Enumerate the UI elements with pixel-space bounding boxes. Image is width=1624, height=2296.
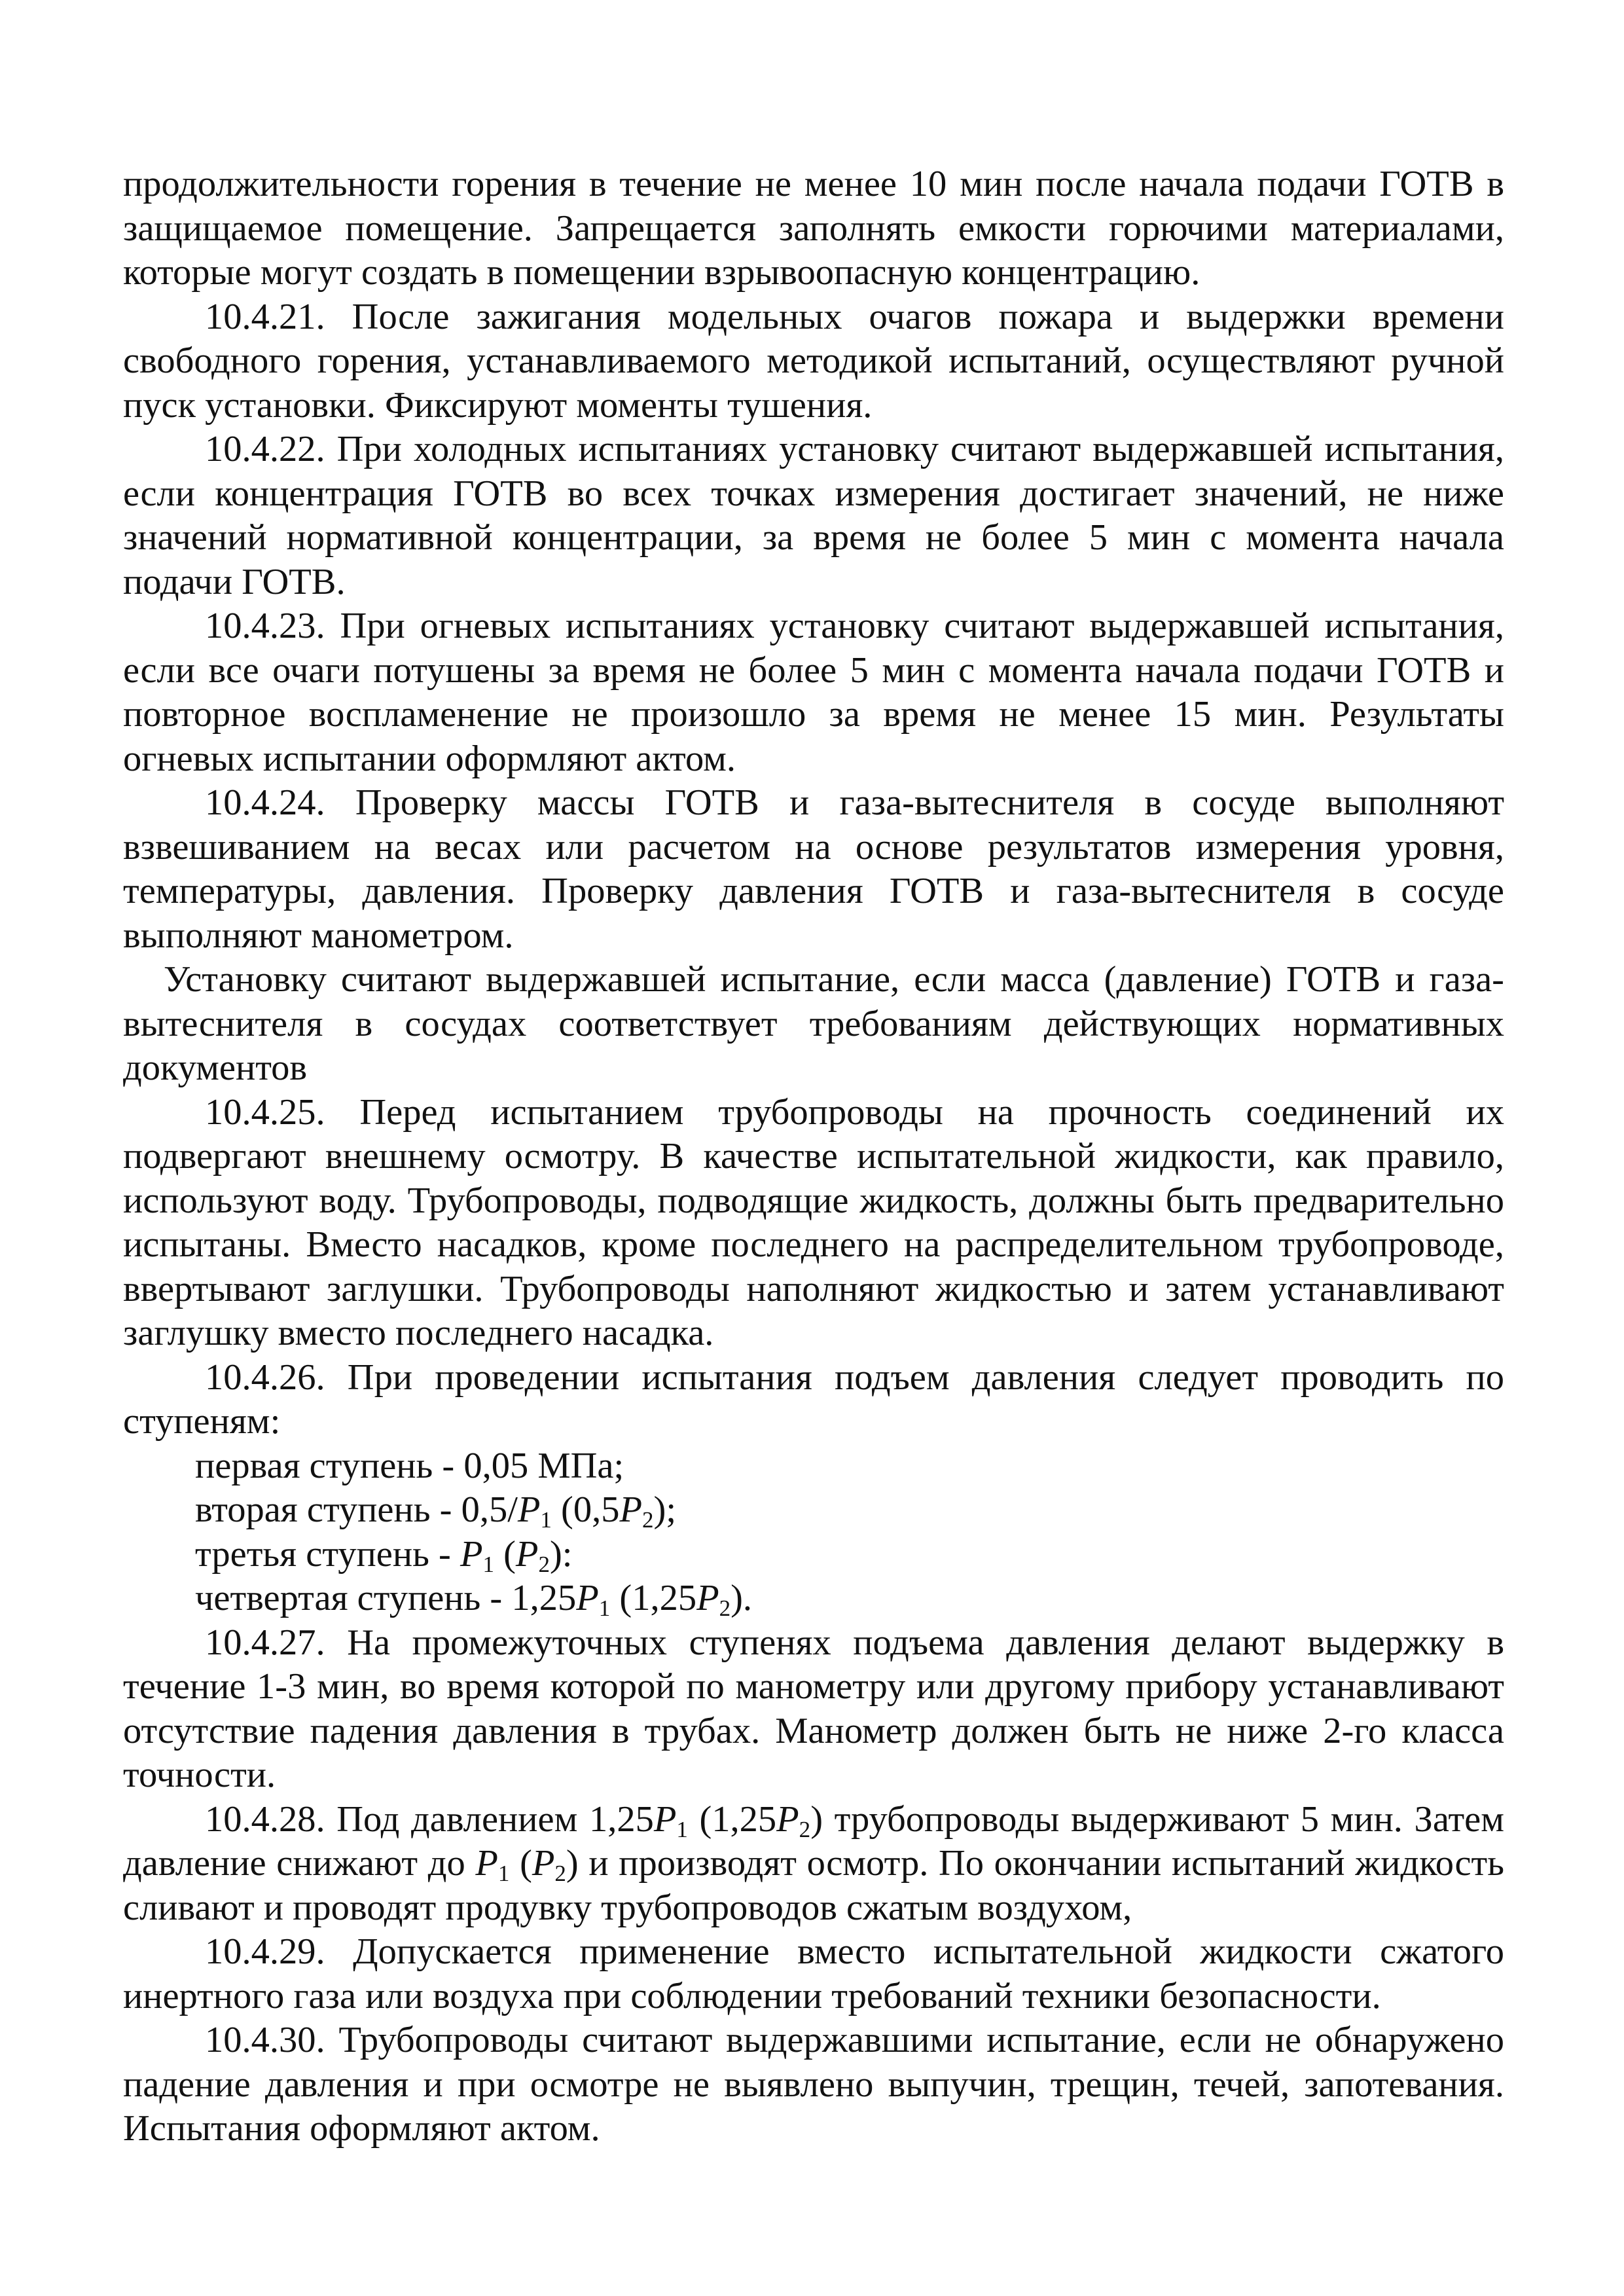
- clause-number: 10.4.26.: [205, 1357, 325, 1398]
- step-label: вторая ступень - 0,5/: [195, 1489, 518, 1530]
- clause-text: При огневых испытаниях установку считают выдержавшей испытания, если все очаги потушены за время не более 5 мин с момента начала подачи ГОТВ и повторное воспламенение не произошло за время не менее 15 мин. Результаты огневых испытании оформляют актом.: [123, 606, 1504, 779]
- clause-number: 10.4.28.: [205, 1798, 325, 1840]
- step-text: (0,5: [551, 1489, 620, 1530]
- paragraph-10-4-21: [123, 295, 1504, 428]
- clause-number: 10.4.22.: [205, 429, 325, 469]
- subscript: 1: [598, 1595, 611, 1621]
- symbol-p: P: [619, 1489, 643, 1530]
- clause-text: Допускается применение вместо испытательной жидкости сжатого инертного газа или воздуха при соблюдении требований техники безопасности.: [123, 1931, 1505, 2016]
- intro-paragraph: продолжительности горения в течение не менее 10 мин после начала подачи ГОТВ в защищаемое помещение. Запрещается заполнять емкости горючими материалами, которые могут создать в помещении взрывоопасную концентрацию.: [123, 164, 1504, 293]
- paragraph-10-4-28: [123, 1798, 1504, 1931]
- paragraph-10-4-24: [123, 781, 1504, 958]
- clause-text: После зажигания модельных очагов пожара и выдержки времени свободного горения, устанавливаемого методикой испытаний, осуществляют ручной пуск установки. Фиксируют моменты тушения.: [123, 296, 1504, 426]
- step-text: ):: [549, 1533, 573, 1575]
- step-text: (: [494, 1533, 516, 1575]
- clause-number: 10.4.25.: [205, 1091, 325, 1133]
- pressure-step-1: первая ступень - 0,05 МПа;: [195, 1445, 624, 1486]
- clause-number: 10.4.30.: [205, 2020, 325, 2060]
- symbol-p: P: [696, 1578, 719, 1618]
- subscript: 1: [482, 1551, 494, 1577]
- paragraph-10-4-29: [123, 1930, 1504, 2018]
- step-label: третья ступень -: [195, 1533, 460, 1575]
- paragraph-acceptance: Установку считают выдержавшей испытание, если масса (давление) ГОТВ и газа-вытеснителя в сосудах соответствует требованиям действующих нормативных документов: [123, 959, 1504, 1088]
- symbol-p: P: [515, 1533, 539, 1575]
- clause-text: ) и производят осмотр. По окончании испытаний жидкость сливают и проводят продувку трубопроводов сжатым воздухом,: [123, 1843, 1504, 1928]
- step-text: );: [653, 1489, 677, 1530]
- symbol-p: P: [475, 1843, 498, 1884]
- step-label: четвертая ступень - 1,25: [195, 1578, 577, 1618]
- clause-text: Перед испытанием трубопроводы на прочность соединений их подвергают внешнему осмотру. В качестве испытательной жидкости, как правило, используют воду. Трубопроводы, подводящие жидкость, должны быть предварительно испытаны. Вместо насадков, кроме последнего на распределительном трубопроводе, ввертывают заглушки. Трубопроводы наполняют жидкостью и затем устанавливают заглушку вместо последнего насадка.: [123, 1091, 1504, 1353]
- subscript: 1: [540, 1506, 552, 1533]
- document-page: [123, 162, 1504, 2151]
- clause-text: Трубопроводы считают выдержавшими испытание, если не обнаружено падение давления и при осмотре не выявлено выпучин, трещин, течей, запотевания. Испытания оформляют актом.: [123, 2020, 1504, 2149]
- paragraph-10-4-27: [123, 1621, 1504, 1798]
- subscript: 2: [554, 1860, 566, 1886]
- paragraph-10-4-23: [123, 604, 1504, 781]
- paragraph-10-4-26: [123, 1356, 1504, 1444]
- subscript: 2: [719, 1595, 731, 1621]
- clause-number: 10.4.29.: [205, 1931, 325, 1972]
- subscript: 1: [676, 1816, 688, 1842]
- clause-text: ) трубопроводы выдерживают 5 мин. Затем давление снижают до: [123, 1798, 1504, 1884]
- subscript: 2: [642, 1506, 654, 1533]
- symbol-p: P: [460, 1533, 483, 1575]
- clause-number: 10.4.24.: [205, 782, 325, 823]
- pressure-step-4: [123, 1576, 1504, 1621]
- clause-text: (1,25: [687, 1798, 777, 1840]
- symbol-p: P: [517, 1489, 541, 1530]
- step-text: ).: [731, 1578, 753, 1618]
- clause-text: На промежуточных ступенях подъема давления делают выдержку в течение 1-3 мин, во время которой по манометру или другому прибору устанавливают отсутствие падения давления в трубах. Манометр должен быть не ниже 2-го класса точности.: [123, 1622, 1505, 1795]
- symbol-p: P: [776, 1798, 799, 1840]
- step-text: (1,25: [610, 1578, 697, 1618]
- pressure-step-3: [123, 1533, 1504, 1577]
- clause-text: Под давлением 1,25: [336, 1798, 654, 1840]
- clause-number: 10.4.21.: [205, 296, 325, 337]
- clause-text: При холодных испытаниях установку считают выдержавшей испытания, если концентрация ГОТВ во всех точках измерения достигает значений, не ниже значений нормативной концентрации, за время не более 5 мин с момента начала подачи ГОТВ.: [123, 429, 1504, 602]
- subscript: 1: [497, 1860, 510, 1886]
- subscript: 2: [538, 1551, 550, 1577]
- subscript: 2: [799, 1816, 811, 1842]
- clause-text: (: [509, 1843, 532, 1884]
- symbol-p: P: [532, 1843, 555, 1884]
- symbol-p: P: [576, 1578, 599, 1618]
- paragraph-10-4-25: [123, 1091, 1504, 1356]
- pressure-step-2: [123, 1488, 1504, 1533]
- paragraph-10-4-22: [123, 428, 1504, 604]
- paragraph-10-4-30: [123, 2018, 1504, 2151]
- clause-number: 10.4.27.: [205, 1622, 325, 1663]
- clause-text: Проверку массы ГОТВ и газа-вытеснителя в сосуде выполняют взвешиванием на весах или расчетом на основе результатов измерения уровня, температуры, давления. Проверку давления ГОТВ и газа-вытеснителя в сосуде выполняют манометром.: [123, 782, 1505, 956]
- clause-text: При проведении испытания подъем давления следует проводить по ступеням:: [123, 1357, 1504, 1442]
- clause-number: 10.4.23.: [205, 606, 325, 646]
- symbol-p: P: [653, 1798, 677, 1840]
